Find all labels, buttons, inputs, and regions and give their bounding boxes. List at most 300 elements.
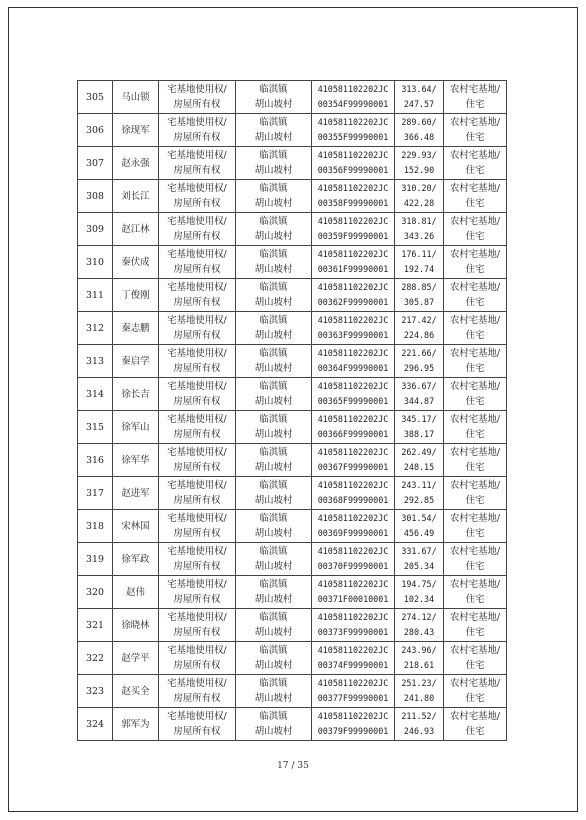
cell-location-line: 临淇镇	[259, 447, 288, 458]
cell-unit-code	[312, 477, 395, 510]
cell-right-type	[159, 378, 236, 411]
cell-land-use-line: 住宅	[465, 726, 485, 737]
cell-unit-code-line: 00370F99990001	[317, 561, 389, 571]
cell-owner-name: 赵伟	[113, 576, 159, 609]
cell-land-use-line: 农村宅基地/	[449, 612, 501, 623]
cell-area	[395, 543, 444, 576]
cell-location	[236, 411, 312, 444]
cell-location	[236, 708, 312, 741]
cell-land-use-line: 农村宅基地/	[449, 678, 501, 689]
cell-area-line: 218.61	[403, 660, 435, 670]
table-row	[78, 576, 507, 609]
cell-area-line: 366.48	[403, 132, 435, 142]
cell-right-type	[159, 510, 236, 543]
table-row	[78, 114, 507, 147]
cell-land-use-line: 住宅	[465, 594, 485, 605]
cell-area-line: 251.23/	[401, 678, 437, 688]
cell-land-use	[444, 246, 507, 279]
cell-area-line: 102.34	[403, 594, 435, 604]
cell-unit-code	[312, 642, 395, 675]
cell-record-number: 321	[78, 609, 113, 642]
cell-location-line: 胡山坡村	[254, 198, 293, 209]
cell-right-type-line: 宅基地使用权/	[167, 249, 227, 260]
cell-location-line: 临淇镇	[259, 282, 288, 293]
cell-right-type-line: 宅基地使用权/	[167, 645, 227, 656]
cell-right-type-line: 宅基地使用权/	[167, 513, 227, 524]
cell-right-type	[159, 180, 236, 213]
cell-right-type-line: 宅基地使用权/	[167, 414, 227, 425]
cell-land-use	[444, 180, 507, 213]
cell-location-line: 胡山坡村	[254, 693, 293, 704]
cell-right-type-line: 宅基地使用权/	[167, 381, 227, 392]
cell-area-line: 246.93	[403, 726, 435, 736]
cell-right-type	[159, 114, 236, 147]
cell-record-number: 305	[78, 81, 113, 114]
cell-unit-code-line: 410581102202JC	[317, 84, 389, 94]
cell-location-line: 临淇镇	[259, 480, 288, 491]
cell-land-use-line: 住宅	[465, 165, 485, 176]
cell-land-use-line: 农村宅基地/	[449, 117, 501, 128]
cell-area-line: 289.60/	[401, 117, 437, 127]
cell-area-line: 331.67/	[401, 546, 437, 556]
cell-area-line: 296.95	[403, 363, 435, 373]
cell-owner-name: 刘长江	[113, 180, 159, 213]
cell-right-type	[159, 279, 236, 312]
cell-location	[236, 213, 312, 246]
cell-owner-name: 徐军华	[113, 444, 159, 477]
cell-owner-name: 宋林国	[113, 510, 159, 543]
cell-land-use-line: 农村宅基地/	[449, 249, 501, 260]
cell-owner-name: 赵永强	[113, 147, 159, 180]
cell-unit-code	[312, 378, 395, 411]
cell-unit-code-line: 410581102202JC	[317, 678, 389, 688]
cell-land-use-line: 住宅	[465, 462, 485, 473]
cell-right-type-line: 宅基地使用权/	[167, 711, 227, 722]
cell-location	[236, 543, 312, 576]
cell-unit-code-line: 410581102202JC	[317, 216, 389, 226]
cell-area-line: 241.80	[403, 693, 435, 703]
cell-right-type	[159, 246, 236, 279]
cell-area-line: 176.11/	[401, 249, 437, 259]
cell-owner-name: 赵学平	[113, 642, 159, 675]
table-row	[78, 147, 507, 180]
cell-right-type-line: 房屋所有权	[173, 231, 221, 242]
cell-land-use-line: 农村宅基地/	[449, 447, 501, 458]
cell-land-use	[444, 477, 507, 510]
table-row	[78, 312, 507, 345]
cell-land-use-line: 农村宅基地/	[449, 513, 501, 524]
cell-area	[395, 510, 444, 543]
cell-record-number: 320	[78, 576, 113, 609]
cell-land-use	[444, 675, 507, 708]
cell-location	[236, 345, 312, 378]
cell-record-number: 322	[78, 642, 113, 675]
cell-location	[236, 312, 312, 345]
cell-area-line: 280.43	[403, 627, 435, 637]
cell-right-type	[159, 576, 236, 609]
cell-area-line: 192.74	[403, 264, 435, 274]
cell-unit-code-line: 410581102202JC	[317, 183, 389, 193]
table-row	[78, 510, 507, 543]
cell-location	[236, 675, 312, 708]
cell-unit-code-line: 410581102202JC	[317, 546, 389, 556]
cell-unit-code-line: 410581102202JC	[317, 579, 389, 589]
cell-unit-code	[312, 114, 395, 147]
cell-unit-code-line: 00354F99990001	[317, 99, 389, 109]
cell-area-line: 343.26	[403, 231, 435, 241]
cell-unit-code-line: 00369F99990001	[317, 528, 389, 538]
table-row	[78, 444, 507, 477]
cell-right-type-line: 宅基地使用权/	[167, 117, 227, 128]
cell-location-line: 临淇镇	[259, 645, 288, 656]
cell-area-line: 422.28	[403, 198, 435, 208]
cell-right-type	[159, 543, 236, 576]
cell-unit-code	[312, 708, 395, 741]
cell-land-use-line: 农村宅基地/	[449, 414, 501, 425]
cell-right-type-line: 宅基地使用权/	[167, 84, 227, 95]
cell-unit-code-line: 410581102202JC	[317, 480, 389, 490]
cell-unit-code-line: 410581102202JC	[317, 447, 389, 457]
cell-area-line: 221.66/	[401, 348, 437, 358]
cell-location-line: 胡山坡村	[254, 297, 293, 308]
cell-unit-code-line: 00374F99990001	[317, 660, 389, 670]
cell-area-line: 243.96/	[401, 645, 437, 655]
cell-owner-name: 丁俊刚	[113, 279, 159, 312]
cell-land-use-line: 农村宅基地/	[449, 183, 501, 194]
cell-right-type-line: 房屋所有权	[173, 561, 221, 572]
cell-unit-code-line: 00358F99990001	[317, 198, 389, 208]
cell-area	[395, 576, 444, 609]
cell-right-type-line: 房屋所有权	[173, 627, 221, 638]
cell-right-type-line: 房屋所有权	[173, 429, 221, 440]
cell-area	[395, 609, 444, 642]
cell-owner-name: 赵江林	[113, 213, 159, 246]
cell-land-use-line: 农村宅基地/	[449, 348, 501, 359]
cell-right-type	[159, 312, 236, 345]
cell-unit-code-line: 00361F99990001	[317, 264, 389, 274]
cell-area-line: 345.17/	[401, 414, 437, 424]
cell-location-line: 临淇镇	[259, 348, 288, 359]
cell-owner-name: 赵买全	[113, 675, 159, 708]
cell-record-number: 316	[78, 444, 113, 477]
cell-record-number: 324	[78, 708, 113, 741]
cell-land-use-line: 住宅	[465, 396, 485, 407]
cell-land-use-line: 农村宅基地/	[449, 480, 501, 491]
cell-land-use-line: 农村宅基地/	[449, 216, 501, 227]
cell-land-use	[444, 279, 507, 312]
table-row	[78, 411, 507, 444]
cell-right-type-line: 宅基地使用权/	[167, 216, 227, 227]
cell-area	[395, 147, 444, 180]
cell-area	[395, 477, 444, 510]
cell-right-type-line: 房屋所有权	[173, 726, 221, 737]
table-row	[78, 180, 507, 213]
cell-unit-code-line: 410581102202JC	[317, 513, 389, 523]
cell-owner-name: 徐军政	[113, 543, 159, 576]
cell-area-line: 224.86	[403, 330, 435, 340]
cell-location-line: 胡山坡村	[254, 363, 293, 374]
cell-land-use-line: 农村宅基地/	[449, 645, 501, 656]
cell-land-use-line: 住宅	[465, 264, 485, 275]
cell-record-number: 307	[78, 147, 113, 180]
cell-right-type-line: 宅基地使用权/	[167, 546, 227, 557]
cell-land-use-line: 住宅	[465, 297, 485, 308]
cell-record-number: 315	[78, 411, 113, 444]
table-row	[78, 213, 507, 246]
cell-area	[395, 279, 444, 312]
cell-location-line: 临淇镇	[259, 711, 288, 722]
cell-unit-code-line: 410581102202JC	[317, 249, 389, 259]
cell-owner-name: 赵进军	[113, 477, 159, 510]
cell-unit-code-line: 00359F99990001	[317, 231, 389, 241]
cell-area	[395, 114, 444, 147]
cell-land-use	[444, 444, 507, 477]
cell-unit-code-line: 00368F99990001	[317, 495, 389, 505]
cell-unit-code-line: 410581102202JC	[317, 348, 389, 358]
cell-land-use-line: 住宅	[465, 693, 485, 704]
cell-location-line: 临淇镇	[259, 183, 288, 194]
cell-land-use	[444, 642, 507, 675]
cell-location-line: 胡山坡村	[254, 264, 293, 275]
cell-right-type-line: 房屋所有权	[173, 165, 221, 176]
cell-right-type-line: 宅基地使用权/	[167, 315, 227, 326]
cell-location-line: 临淇镇	[259, 117, 288, 128]
cell-location-line: 胡山坡村	[254, 99, 293, 110]
cell-location-line: 临淇镇	[259, 678, 288, 689]
cell-area	[395, 246, 444, 279]
cell-location-line: 胡山坡村	[254, 462, 293, 473]
cell-location-line: 胡山坡村	[254, 528, 293, 539]
cell-right-type	[159, 213, 236, 246]
cell-right-type	[159, 609, 236, 642]
cell-right-type-line: 房屋所有权	[173, 462, 221, 473]
cell-location-line: 胡山坡村	[254, 165, 293, 176]
cell-record-number: 319	[78, 543, 113, 576]
cell-area	[395, 675, 444, 708]
cell-land-use-line: 住宅	[465, 231, 485, 242]
cell-area-line: 211.52/	[401, 711, 437, 721]
cell-right-type-line: 房屋所有权	[173, 594, 221, 605]
cell-location-line: 临淇镇	[259, 84, 288, 95]
cell-unit-code	[312, 213, 395, 246]
cell-land-use-line: 农村宅基地/	[449, 381, 501, 392]
cell-owner-name: 秦志鹏	[113, 312, 159, 345]
cell-owner-name: 郭军为	[113, 708, 159, 741]
cell-area-line: 388.17	[403, 429, 435, 439]
cell-right-type-line: 房屋所有权	[173, 363, 221, 374]
cell-location-line: 胡山坡村	[254, 330, 293, 341]
cell-land-use-line: 住宅	[465, 561, 485, 572]
cell-area	[395, 444, 444, 477]
cell-land-use	[444, 510, 507, 543]
cell-unit-code-line: 410581102202JC	[317, 381, 389, 391]
cell-record-number: 318	[78, 510, 113, 543]
cell-area-line: 248.15	[403, 462, 435, 472]
cell-location-line: 胡山坡村	[254, 132, 293, 143]
cell-area-line: 152.90	[403, 165, 435, 175]
cell-unit-code	[312, 81, 395, 114]
cell-land-use-line: 农村宅基地/	[449, 84, 501, 95]
cell-right-type-line: 房屋所有权	[173, 528, 221, 539]
cell-right-type-line: 宅基地使用权/	[167, 678, 227, 689]
cell-land-use	[444, 345, 507, 378]
cell-land-use	[444, 213, 507, 246]
cell-unit-code	[312, 147, 395, 180]
cell-unit-code-line: 410581102202JC	[317, 612, 389, 622]
cell-land-use	[444, 312, 507, 345]
cell-land-use	[444, 609, 507, 642]
cell-area-line: 194.75/	[401, 579, 437, 589]
cell-location-line: 临淇镇	[259, 579, 288, 590]
cell-location	[236, 576, 312, 609]
cell-area	[395, 411, 444, 444]
table-row	[78, 642, 507, 675]
cell-location-line: 临淇镇	[259, 381, 288, 392]
table-row	[78, 543, 507, 576]
cell-unit-code-line: 410581102202JC	[317, 711, 389, 721]
cell-right-type	[159, 411, 236, 444]
cell-location-line: 临淇镇	[259, 150, 288, 161]
cell-unit-code-line: 00373F99990001	[317, 627, 389, 637]
cell-owner-name: 徐长吉	[113, 378, 159, 411]
cell-right-type-line: 宅基地使用权/	[167, 348, 227, 359]
cell-record-number: 317	[78, 477, 113, 510]
cell-location-line: 胡山坡村	[254, 594, 293, 605]
cell-owner-name: 马山锁	[113, 81, 159, 114]
cell-right-type-line: 房屋所有权	[173, 198, 221, 209]
cell-record-number: 314	[78, 378, 113, 411]
cell-location	[236, 81, 312, 114]
cell-location-line: 临淇镇	[259, 612, 288, 623]
cell-area	[395, 642, 444, 675]
cell-location-line: 胡山坡村	[254, 231, 293, 242]
cell-land-use-line: 住宅	[465, 627, 485, 638]
cell-land-use-line: 住宅	[465, 99, 485, 110]
cell-unit-code	[312, 180, 395, 213]
cell-land-use-line: 住宅	[465, 429, 485, 440]
cell-unit-code-line: 00365F99990001	[317, 396, 389, 406]
cell-area	[395, 378, 444, 411]
cell-location-line: 临淇镇	[259, 546, 288, 557]
cell-unit-code	[312, 246, 395, 279]
cell-location-line: 胡山坡村	[254, 627, 293, 638]
cell-land-use	[444, 114, 507, 147]
cell-area-line: 301.54/	[401, 513, 437, 523]
table-row	[78, 345, 507, 378]
cell-location	[236, 246, 312, 279]
cell-right-type-line: 宅基地使用权/	[167, 282, 227, 293]
cell-right-type	[159, 444, 236, 477]
cell-land-use-line: 农村宅基地/	[449, 579, 501, 590]
cell-area-line: 292.85	[403, 495, 435, 505]
cell-area-line: 262.49/	[401, 447, 437, 457]
cell-area-line: 344.87	[403, 396, 435, 406]
cell-owner-name: 秦启学	[113, 345, 159, 378]
cell-unit-code-line: 410581102202JC	[317, 414, 389, 424]
cell-location	[236, 477, 312, 510]
cell-right-type-line: 房屋所有权	[173, 660, 221, 671]
cell-land-use-line: 农村宅基地/	[449, 282, 501, 293]
cell-owner-name: 徐现军	[113, 114, 159, 147]
cell-location-line: 胡山坡村	[254, 396, 293, 407]
cell-record-number: 311	[78, 279, 113, 312]
cell-right-type	[159, 81, 236, 114]
cell-location-line: 临淇镇	[259, 414, 288, 425]
cell-right-type	[159, 477, 236, 510]
cell-land-use	[444, 411, 507, 444]
cell-area-line: 229.93/	[401, 150, 437, 160]
cell-location	[236, 378, 312, 411]
cell-area-line: 305.87	[403, 297, 435, 307]
cell-right-type-line: 房屋所有权	[173, 132, 221, 143]
cell-area	[395, 81, 444, 114]
cell-unit-code-line: 00371F00010001	[317, 594, 389, 604]
cell-location-line: 胡山坡村	[254, 495, 293, 506]
cell-land-use-line: 农村宅基地/	[449, 711, 501, 722]
cell-right-type-line: 宅基地使用权/	[167, 150, 227, 161]
cell-land-use-line: 农村宅基地/	[449, 315, 501, 326]
cell-right-type-line: 宅基地使用权/	[167, 447, 227, 458]
cell-unit-code-line: 410581102202JC	[317, 315, 389, 325]
cell-right-type-line: 房屋所有权	[173, 264, 221, 275]
cell-unit-code	[312, 411, 395, 444]
cell-land-use	[444, 378, 507, 411]
cell-location	[236, 279, 312, 312]
records-table-body	[78, 81, 507, 741]
cell-unit-code-line: 00364F99990001	[317, 363, 389, 373]
cell-land-use	[444, 81, 507, 114]
cell-unit-code-line: 00379F99990001	[317, 726, 389, 736]
cell-right-type-line: 房屋所有权	[173, 693, 221, 704]
cell-location-line: 临淇镇	[259, 216, 288, 227]
cell-unit-code	[312, 543, 395, 576]
cell-land-use-line: 住宅	[465, 198, 485, 209]
table-row	[78, 675, 507, 708]
cell-right-type-line: 宅基地使用权/	[167, 183, 227, 194]
cell-unit-code-line: 410581102202JC	[317, 282, 389, 292]
cell-right-type	[159, 675, 236, 708]
cell-unit-code-line: 00362F99990001	[317, 297, 389, 307]
cell-area	[395, 213, 444, 246]
cell-location-line: 临淇镇	[259, 513, 288, 524]
cell-right-type-line: 房屋所有权	[173, 330, 221, 341]
cell-unit-code-line: 00355F99990001	[317, 132, 389, 142]
records-table	[77, 80, 507, 741]
cell-land-use-line: 农村宅基地/	[449, 150, 501, 161]
cell-area-line: 217.42/	[401, 315, 437, 325]
cell-area-line: 456.49	[403, 528, 435, 538]
table-row	[78, 81, 507, 114]
cell-area-line: 336.67/	[401, 381, 437, 391]
cell-location-line: 胡山坡村	[254, 726, 293, 737]
cell-location-line: 临淇镇	[259, 249, 288, 260]
cell-unit-code	[312, 576, 395, 609]
cell-area-line: 288.85/	[401, 282, 437, 292]
cell-right-type-line: 宅基地使用权/	[167, 579, 227, 590]
cell-area-line: 313.64/	[401, 84, 437, 94]
cell-land-use-line: 住宅	[465, 363, 485, 374]
cell-area-line: 310.20/	[401, 183, 437, 193]
cell-land-use	[444, 147, 507, 180]
cell-unit-code-line: 00356F99990001	[317, 165, 389, 175]
cell-land-use-line: 住宅	[465, 495, 485, 506]
cell-unit-code-line: 00363F99990001	[317, 330, 389, 340]
cell-right-type-line: 房屋所有权	[173, 396, 221, 407]
page-number: 17 / 35	[277, 761, 309, 771]
cell-right-type	[159, 642, 236, 675]
cell-location	[236, 642, 312, 675]
cell-area	[395, 708, 444, 741]
